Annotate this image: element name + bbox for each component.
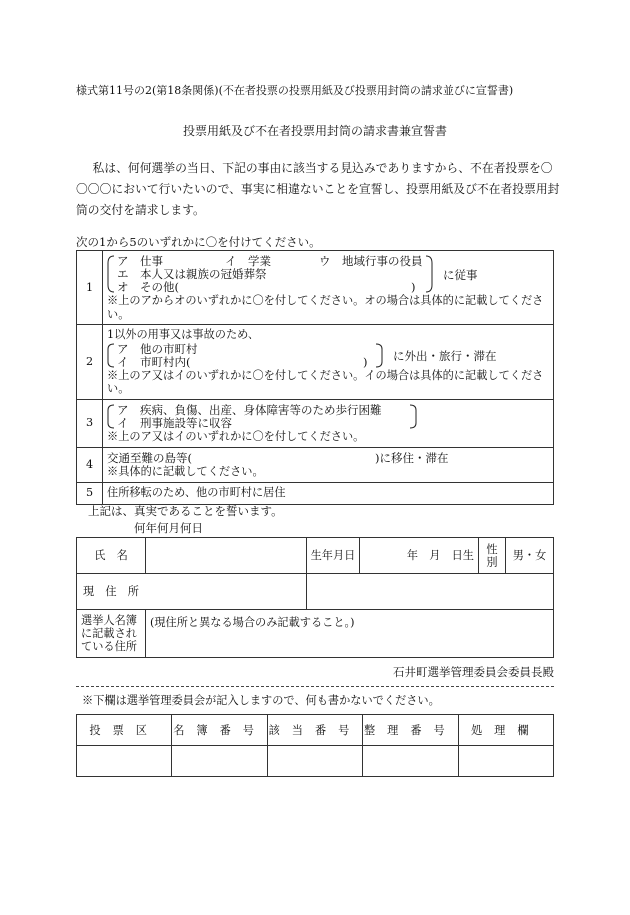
reason-2-option-b[interactable]: イ 市町村内(	[117, 354, 191, 369]
register-note: (現住所と異なる場合のみ記載すること。)	[150, 616, 355, 629]
reason-row-1	[77, 251, 554, 325]
office-header-register-no: 名簿番号	[172, 715, 267, 746]
address-field[interactable]	[307, 574, 554, 610]
office-header-applicable-no: 該当番号	[267, 715, 362, 746]
reason-1-suffix: に従事	[443, 268, 478, 282]
reason-2-note: ※上のア又はイのいずれかに〇を付してください。イの場合は具体的に記載してください。	[107, 368, 544, 395]
right-bracket-icon	[375, 343, 383, 368]
reason-row-5	[77, 482, 554, 504]
right-bracket-icon	[409, 404, 417, 429]
left-bracket-icon	[107, 343, 115, 368]
reason-1-choices	[107, 254, 549, 294]
reason-3-option-a[interactable]: ア 疾病、負傷、出産、身体障害等のため歩行困難	[117, 402, 382, 417]
reason-3-choices	[107, 403, 549, 430]
reason-1-option-b[interactable]: イ 学業	[225, 254, 271, 268]
reason-2-option-a[interactable]: ア 他の市町村	[117, 341, 198, 356]
reason-2-option-b-close: )	[363, 354, 368, 369]
office-entry-processing	[458, 746, 553, 777]
office-entry-applicable-no	[267, 746, 362, 777]
reason-row-3	[77, 399, 554, 447]
register-label: 選挙人名簿に記載されている住所	[77, 610, 146, 658]
reason-number: 5	[77, 482, 103, 504]
reason-2-choices	[107, 342, 549, 369]
office-header-row	[77, 715, 554, 746]
address-row	[77, 574, 554, 610]
sex-label: 性別	[479, 538, 506, 574]
birth-field[interactable]: 年 月 日生	[360, 538, 479, 574]
left-bracket-icon	[107, 404, 115, 429]
reason-1-option-e-close: )	[411, 280, 416, 294]
register-row	[77, 610, 554, 658]
reason-1-option-e[interactable]: オ その他(	[117, 280, 179, 294]
office-entry-reference-no	[363, 746, 458, 777]
register-field[interactable]	[146, 610, 554, 658]
office-entry-district	[77, 746, 172, 777]
reason-1-option-a[interactable]: ア 仕事	[117, 254, 163, 268]
office-entry-register-no	[172, 746, 267, 777]
office-use-note: ※下欄は選挙管理委員会が記入しますので、何も書かないでください。	[82, 694, 440, 707]
reason-1-note: ※上のアからオのいずれかに〇を付してください。オの場合は具体的に記載してください。	[107, 294, 544, 321]
intro-text: 私は、何何選挙の当日、下記の事由に該当する見込みでありますから、不在者投票を〇〇〇〇において行いたいので、事実に相違ないことを宣誓し、投票用紙及び不在者投票用封筒の交付を請求します。	[76, 161, 560, 217]
choose-instruction: 次の1から5のいずれかに〇を付けてください。	[76, 235, 321, 249]
reason-1-option-c[interactable]: ウ 地域行事の役員	[319, 254, 423, 268]
sex-field[interactable]: 男・女	[506, 538, 554, 574]
document-title: 投票用紙及び不在者投票用封筒の請求書兼宣誓書	[182, 124, 447, 138]
office-header-district: 投票区	[77, 715, 172, 746]
reason-row-4	[77, 447, 554, 482]
form-number: 様式第11号の2(第18条関係)(不在者投票の投票用紙及び投票用封筒の請求並びに宣誓書)	[76, 84, 514, 97]
reason-body-4	[103, 447, 554, 482]
name-field[interactable]	[146, 538, 307, 574]
birth-label: 生年月日	[307, 538, 360, 574]
reason-3-option-b[interactable]: イ 刑事施設等に収容	[117, 415, 232, 430]
reason-4-note: ※具体的に記載してください。	[107, 464, 264, 478]
left-bracket-icon	[107, 255, 115, 293]
reason-4-option[interactable]: 交通至難の島等(	[107, 450, 192, 465]
reason-number: 1	[77, 251, 103, 325]
name-row	[77, 538, 554, 574]
reason-number: 4	[77, 447, 103, 482]
date-text: 何年何月何日	[134, 521, 203, 535]
reason-4-close: )に移住・滞在	[375, 450, 449, 465]
reason-5-option[interactable]: 住所移転のため、他の市町村に居住	[107, 486, 286, 500]
reason-2-head: 1以外の用事又は事故のため、	[107, 328, 260, 341]
office-use-table	[76, 714, 554, 777]
pledge-text: 上記は、真実であることを誓います。	[88, 504, 283, 518]
reason-row-2	[77, 325, 554, 400]
addressee: 石井町選挙管理委員会委員長殿	[393, 665, 554, 679]
reason-1-option-d[interactable]: エ 本人又は親族の冠婚葬祭	[117, 267, 267, 281]
name-label: 氏 名	[77, 538, 146, 574]
reason-2-suffix: に外出・旅行・滞在	[393, 348, 497, 363]
reason-body-3	[103, 399, 554, 447]
reason-number: 2	[77, 325, 103, 400]
office-header-processing: 処理欄	[458, 715, 553, 746]
reason-body-5	[103, 482, 554, 504]
reason-number: 3	[77, 399, 103, 447]
address-label: 現 住 所	[77, 574, 307, 610]
office-entry-row	[77, 746, 554, 777]
office-header-reference-no: 整理番号	[363, 715, 458, 746]
cut-line	[76, 686, 554, 687]
reasons-table	[76, 250, 554, 505]
reason-3-note: ※上のア又はイのいずれかに〇を付してください。	[107, 429, 365, 443]
right-bracket-icon	[425, 255, 433, 293]
reason-4-line	[107, 451, 549, 465]
applicant-table	[76, 537, 554, 658]
reason-body-2	[103, 325, 554, 400]
intro-paragraph	[76, 158, 564, 221]
reason-body-1	[103, 251, 554, 325]
